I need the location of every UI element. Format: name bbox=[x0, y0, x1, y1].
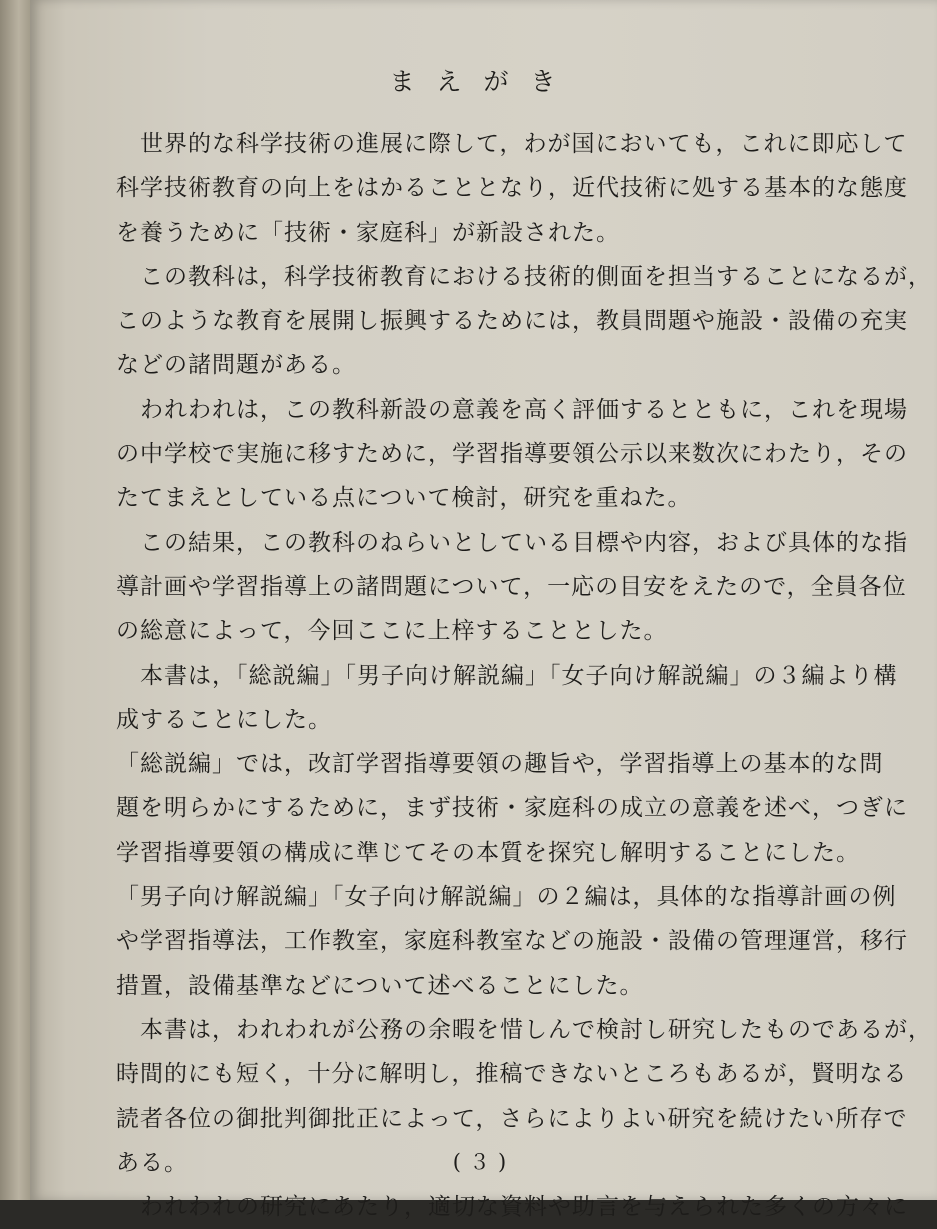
text-line: ある。 bbox=[116, 1149, 188, 1176]
text-line: の中学校で実施に移すために，学習指導要領公示以来数次にわたり，その bbox=[116, 441, 908, 468]
text-line: 導計画や学習指導上の諸問題について，一応の目安をえたので，全員各位 bbox=[116, 573, 907, 600]
text-line: われわれは，この教科新設の意義を高く評価するとともに，これを現場 bbox=[140, 396, 908, 423]
text-line: 科学技術教育の向上をはかることとなり，近代技術に処する基本的な態度 bbox=[116, 175, 908, 202]
text-line: 読者各位の御批判御批正によって，さらによりよい研究を続けたい所存で bbox=[116, 1105, 908, 1132]
text-line: 時間的にも短く，十分に解明し，推稿できないところもあるが，賢明なる bbox=[116, 1061, 908, 1088]
book-spine-edge bbox=[0, 0, 34, 1200]
preface-body bbox=[116, 122, 932, 1229]
text-line: 学習指導要領の構成に準じてその本質を探究し解明することにした。 bbox=[116, 839, 860, 866]
text-line: や学習指導法，工作教室，家庭科教室などの施設・設備の管理運営，移行 bbox=[116, 928, 908, 955]
text-line: 「男子向け解説編」「女子向け解説編」の２編は，具体的な指導計画の例 bbox=[116, 884, 897, 911]
text-line: この教科は，科学技術教育における技術的側面を担当することになるが， bbox=[140, 263, 932, 290]
text-line: この結果，この教科のねらいとしている目標や内容，および具体的な指 bbox=[140, 529, 908, 556]
book-page bbox=[30, 0, 937, 1221]
text-line: 題を明らかにするために，まず技術・家庭科の成立の意義を述べ，つぎに bbox=[116, 795, 908, 822]
text-line: われわれの研究にあたり，適切な資料や助言を与えられた多くの方々に bbox=[140, 1194, 908, 1221]
page-number: (３) bbox=[452, 1150, 515, 1174]
text-line: 本書は，「総説編」「男子向け解説編」「女子向け解説編」の３編より構 bbox=[140, 662, 898, 689]
page-title: まえがき bbox=[389, 67, 578, 96]
text-line: 措置，設備基準などについて述べることにした。 bbox=[116, 972, 644, 999]
text-line: 世界的な科学技術の進展に際して，わが国においても，これに即応して bbox=[140, 131, 908, 157]
text-line: 「総説編」では，改訂学習指導要領の趣旨や，学習指導上の基本的な問 bbox=[116, 751, 884, 778]
text-line: 本書は，われわれが公務の余暇を惜しんで検討し研究したものであるが， bbox=[140, 1016, 932, 1043]
text-line: たてまえとしている点について検討，研究を重ねた。 bbox=[116, 485, 692, 512]
text-line: このような教育を展開し振興するためには，教員問題や施設・設備の充実 bbox=[116, 308, 908, 335]
text-line: を養うために「技術・家庭科」が新設された。 bbox=[116, 219, 620, 246]
text-line: などの諸問題がある。 bbox=[116, 352, 356, 379]
text-line: 成することにした。 bbox=[116, 706, 332, 733]
text-line: の総意によって，今回ここに上梓することとした。 bbox=[116, 618, 668, 645]
